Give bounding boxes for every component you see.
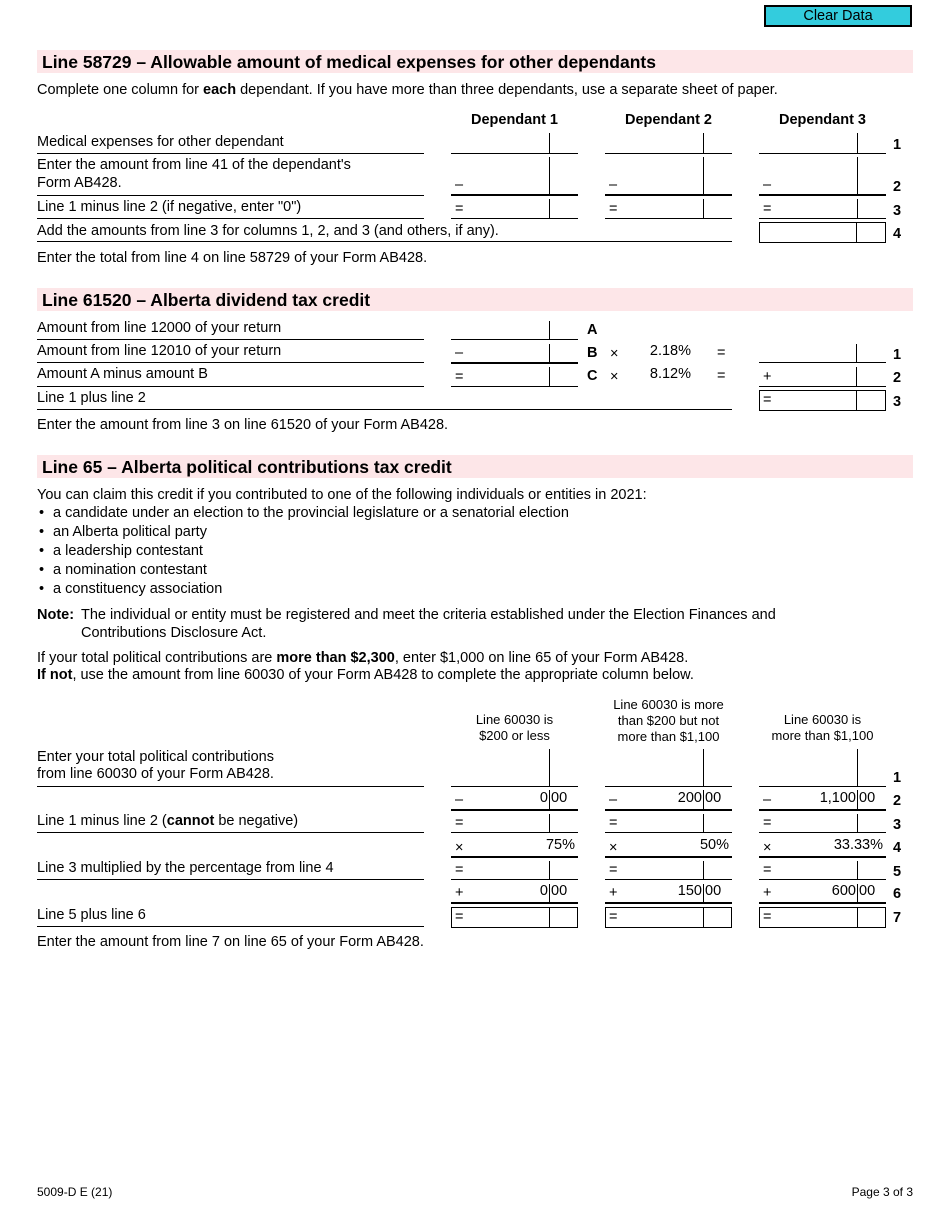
- line-number: 7: [893, 910, 902, 926]
- note-text: Contributions Disclosure Act.: [81, 625, 267, 641]
- minus-sign: –: [455, 792, 464, 808]
- section-footer: Enter the amount from line 3 on line 61520 of your Form AB428.: [37, 417, 449, 433]
- row-label: Line 1 minus line 2 (cannot be negative): [37, 813, 299, 829]
- row-label: Enter your total political contributions: [37, 749, 274, 765]
- line-6-cents: 00: [705, 883, 722, 899]
- column-2-line-5-field[interactable]: [623, 861, 732, 879]
- times-sign: ×: [455, 840, 464, 856]
- times-sign: ×: [610, 369, 619, 385]
- row-label: Enter the amount from line 41 of the dependant's: [37, 157, 351, 173]
- letter-a: A: [587, 322, 598, 338]
- section-footer: Enter the total from line 4 on line 58729 of your Form AB428.: [37, 250, 428, 266]
- line-2-cents: 00: [859, 790, 876, 806]
- amount-a-field[interactable]: [451, 321, 578, 339]
- dividend-rate-b: 2.18%: [649, 343, 691, 359]
- line-2-dollars: 200: [677, 790, 702, 806]
- line-number: 2: [893, 179, 902, 195]
- dependant-1-line-2-field[interactable]: [469, 157, 578, 194]
- equals-sign: =: [609, 862, 618, 878]
- plus-sign: +: [609, 885, 618, 901]
- section-intro: You can claim this credit if you contributed to one of the following individuals or entities in 2021:: [37, 487, 647, 503]
- note-text: The individual or entity must be registered and meet the criteria established under the Election Finances and: [81, 607, 776, 623]
- column-3-line-7-field[interactable]: [759, 907, 886, 928]
- equals-sign: =: [455, 201, 464, 217]
- column-header-1: Line 60030 is $200 or less: [475, 712, 554, 743]
- list-item: • a candidate under an election to the provincial legislature or a senatorial election: [37, 504, 569, 523]
- line-2-dollars: 0: [539, 790, 548, 806]
- column-header-2: Line 60030 is more than $200 but not more than $1,100: [613, 697, 724, 744]
- dependant-3-line-2-field[interactable]: [777, 157, 886, 194]
- amount-b-field[interactable]: [470, 344, 578, 362]
- section-title: Line 61520 – Alberta dividend tax credit: [42, 290, 371, 310]
- dependant-1-line-3-field[interactable]: [469, 199, 578, 218]
- minus-sign: –: [609, 792, 618, 808]
- equals-sign: =: [455, 909, 464, 925]
- equals-sign: =: [763, 815, 772, 831]
- row-label: Medical expenses for other dependant: [37, 134, 284, 150]
- page-number: Page 3 of 3: [851, 1185, 913, 1199]
- line-3-total-field[interactable]: [759, 390, 886, 411]
- row-label: Amount from line 12000 of your return: [37, 320, 282, 336]
- minus-sign: –: [763, 792, 772, 808]
- line-2-cents: 00: [551, 790, 568, 806]
- letter-c: C: [587, 368, 598, 384]
- equals-sign: =: [455, 369, 464, 385]
- column-1-line-3-field[interactable]: [469, 814, 578, 832]
- dependant-2-line-3-field[interactable]: [623, 199, 732, 218]
- amount-c-field[interactable]: [470, 367, 578, 385]
- row-label: Amount A minus amount B: [37, 366, 208, 382]
- line-2-cents: 00: [705, 790, 722, 806]
- line-1-field[interactable]: [759, 344, 886, 362]
- line-number: 1: [893, 137, 902, 153]
- list-item: • a constituency association: [37, 580, 569, 599]
- line-number: 3: [893, 817, 902, 833]
- column-2-line-1-field[interactable]: [605, 749, 732, 786]
- row-label: Form AB428.: [37, 175, 122, 191]
- line-4-total-field[interactable]: [759, 222, 886, 243]
- section-intro: Complete one column for each dependant. If you have more than three dependants, use a separate sheet of paper.: [37, 82, 778, 98]
- line-number: 2: [893, 793, 902, 809]
- line-2-field[interactable]: [776, 367, 886, 385]
- dependant-1-line-1-field[interactable]: [451, 133, 578, 153]
- equals-sign: =: [763, 201, 772, 217]
- line-number: 5: [893, 864, 902, 880]
- dependant-2-line-1-field[interactable]: [605, 133, 732, 153]
- row-label: Line 5 plus line 6: [37, 907, 146, 923]
- dependant-2-line-2-field[interactable]: [623, 157, 732, 194]
- row-label: Add the amounts from line 3 for columns 1, 2, and 3 (and others, if any).: [37, 223, 499, 239]
- line-number: 3: [893, 203, 902, 219]
- line-4-percentage: 75%: [545, 837, 575, 853]
- line-6-dollars: 150: [677, 883, 702, 899]
- plus-sign: +: [763, 369, 772, 385]
- equals-sign: =: [609, 201, 618, 217]
- list-item: • an Alberta political party: [37, 523, 569, 542]
- instruction-text: If not, use the amount from line 60030 of your Form AB428 to complete the appropriate column below.: [37, 667, 694, 683]
- section-header-58729: [37, 50, 913, 73]
- times-sign: ×: [610, 346, 619, 362]
- equals-sign: =: [717, 368, 726, 384]
- line-2-dollars: 1,100: [819, 790, 856, 806]
- line-number: 3: [893, 394, 902, 410]
- line-6-dollars: 600: [831, 883, 856, 899]
- clear-data-button[interactable]: Clear Data: [764, 5, 912, 27]
- dependant-3-line-1-field[interactable]: [759, 133, 886, 153]
- line-number: 1: [893, 347, 902, 363]
- section-footer: Enter the amount from line 7 on line 65 of your Form AB428.: [37, 934, 424, 950]
- line-4-percentage: 50%: [699, 837, 729, 853]
- column-header-dependant-1: Dependant 1: [470, 112, 558, 128]
- section-header-line-65: [37, 455, 913, 478]
- equals-sign: =: [455, 862, 464, 878]
- line-6-dollars: 0: [539, 883, 548, 899]
- letter-b: B: [587, 345, 598, 361]
- times-sign: ×: [609, 840, 618, 856]
- section-header-61520: [37, 288, 913, 311]
- minus-sign: –: [609, 177, 618, 193]
- section-title: Line 65 – Alberta political contributions tax credit: [42, 457, 452, 477]
- list-item: • a leadership contestant: [37, 542, 569, 561]
- line-number: 4: [893, 226, 902, 242]
- column-header-dependant-3: Dependant 3: [778, 112, 866, 128]
- equals-sign: =: [763, 862, 772, 878]
- section-title: Line 58729 – Allowable amount of medical expenses for other dependants: [42, 52, 656, 72]
- column-header-3: Line 60030 is more than $1,100: [771, 712, 874, 743]
- minus-sign: –: [455, 177, 464, 193]
- column-3-line-5-field[interactable]: [777, 861, 886, 879]
- column-2-line-7-field[interactable]: [605, 907, 732, 928]
- column-1-line-1-field[interactable]: [451, 749, 578, 786]
- dependant-3-line-3-field[interactable]: [777, 199, 886, 218]
- row-label: Line 1 plus line 2: [37, 390, 146, 406]
- note-label: Note:: [37, 607, 75, 623]
- equals-sign: =: [455, 815, 464, 831]
- plus-sign: +: [455, 885, 464, 901]
- contribution-list: [37, 504, 569, 599]
- row-label: Amount from line 12010 of your return: [37, 343, 282, 359]
- dividend-rate-c: 8.12%: [649, 366, 691, 382]
- column-header-dependant-2: Dependant 2: [624, 112, 712, 128]
- row-label: from line 60030 of your Form AB428.: [37, 766, 274, 782]
- line-6-cents: 00: [551, 883, 568, 899]
- line-4-percentage: 33.33%: [833, 837, 883, 853]
- column-1-line-5-field[interactable]: [469, 861, 578, 879]
- equals-sign: =: [763, 392, 772, 408]
- line-number: 4: [893, 840, 902, 856]
- list-item: • a nomination contestant: [37, 561, 569, 580]
- equals-sign: =: [717, 345, 726, 361]
- column-2-line-3-field[interactable]: [623, 814, 732, 832]
- equals-sign: =: [609, 909, 618, 925]
- line-6-cents: 00: [859, 883, 876, 899]
- plus-sign: +: [763, 885, 772, 901]
- minus-sign: –: [455, 345, 464, 361]
- minus-sign: –: [763, 177, 772, 193]
- line-number: 6: [893, 886, 902, 902]
- form-number: 5009-D E (21): [37, 1185, 113, 1199]
- equals-sign: =: [609, 815, 618, 831]
- times-sign: ×: [763, 840, 772, 856]
- line-number: 2: [893, 370, 902, 386]
- equals-sign: =: [763, 909, 772, 925]
- column-3-line-3-field[interactable]: [777, 814, 886, 832]
- instruction-text: If your total political contributions are more than $2,300, enter $1,000 on line 65 of your Form AB428.: [37, 650, 689, 666]
- column-3-line-1-field[interactable]: [759, 749, 886, 786]
- row-label: Line 3 multiplied by the percentage from line 4: [37, 860, 334, 876]
- row-label: Line 1 minus line 2 (if negative, enter "0"): [37, 199, 302, 215]
- column-1-line-7-field[interactable]: [451, 907, 578, 928]
- line-number: 1: [893, 770, 902, 786]
